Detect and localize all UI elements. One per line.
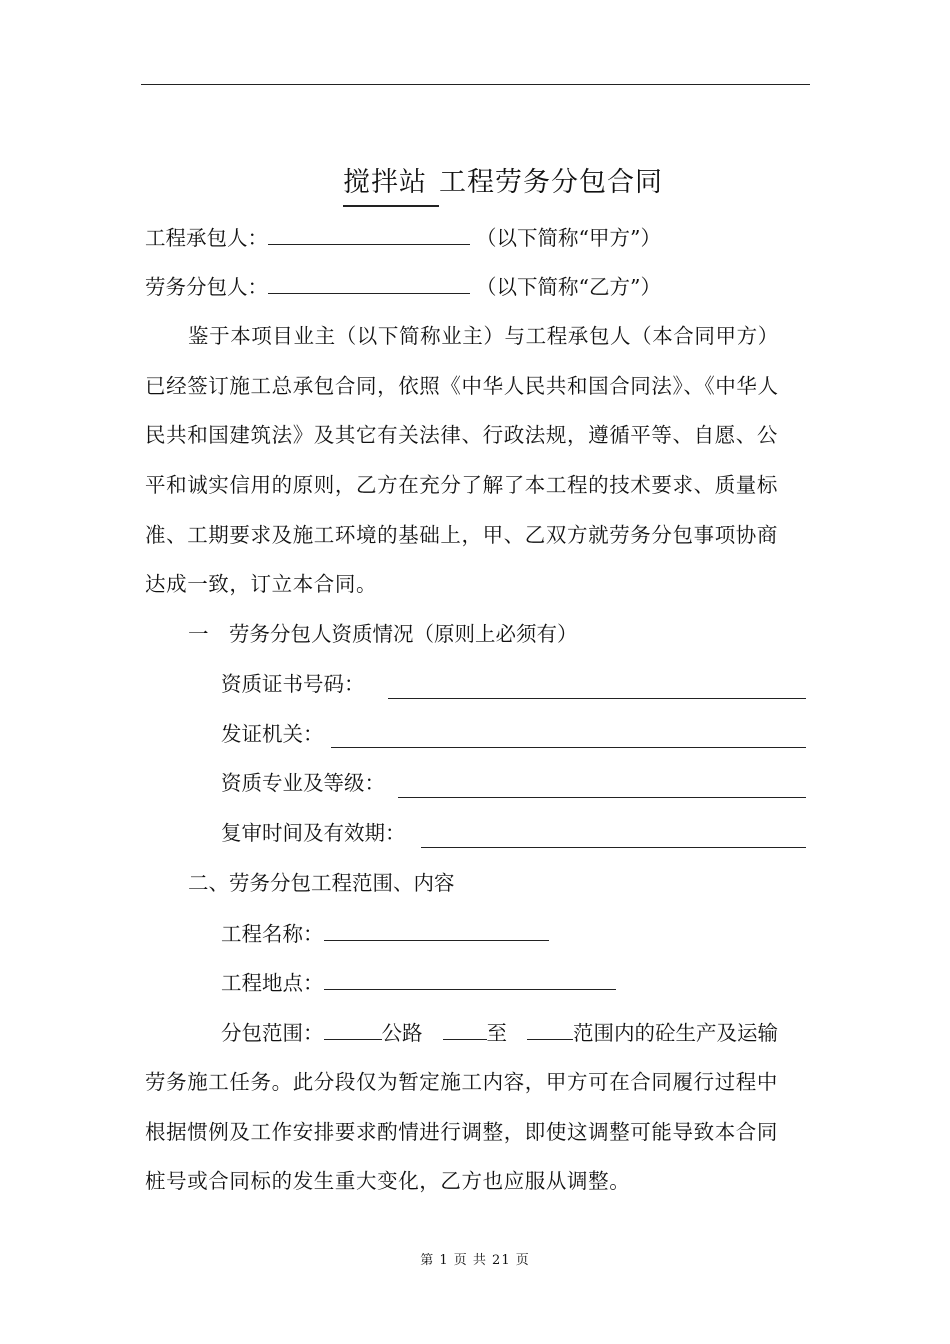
preamble-line: 平和诚实信用的原则，乙方在充分了解了本工程的技术要求、质量标 [145,473,778,497]
subcontractor-blank[interactable] [268,271,470,294]
contractor-suffix: （以下简称“甲方”） [476,226,661,250]
scope-paragraph-line: 桩号或合同标的发生重大变化，乙方也应服从调整。 [145,1169,631,1193]
cert-no-blank[interactable] [388,676,806,699]
specialty-label: 资质专业及等级： [221,771,385,795]
scope-road-blank[interactable] [324,1017,382,1040]
project-site-blank[interactable] [324,967,616,990]
scope-tail: 范围内的砼生产及运输 [573,1021,778,1045]
project-name: 搅拌站 [343,160,439,207]
review-blank[interactable] [421,825,806,848]
scope-start-blank[interactable] [443,1017,487,1040]
review-field [221,818,406,848]
project-name-blank[interactable] [324,918,549,941]
scope-end-blank[interactable] [527,1017,573,1040]
subcontractor-suffix: （以下简称“乙方”） [476,275,661,299]
scope-to: 至 [486,1021,507,1045]
review-label: 复审时间及有效期： [221,821,406,845]
preamble-line: 已经签订施工总承包合同，依照《中华人民共和国合同法》、《中华人 [145,374,779,398]
preamble-line: 鉴于本项目业主（以下简称业主）与工程承包人（本合同甲方） [188,324,779,348]
specialty-field [221,768,385,798]
subcontractor-line [145,271,661,302]
issuer-blank[interactable] [331,725,806,748]
contractor-label: 工程承包人： [145,226,268,250]
issuer-field [221,719,324,749]
header-rule [141,84,810,85]
cert-no-field [221,669,365,699]
scope-label: 分包范围： [221,1021,324,1045]
contract-title [0,160,950,207]
section2-heading: 二、劳务分包工程范围、内容 [188,871,455,895]
contractor-line [145,222,661,253]
subcontractor-label: 劳务分包人： [145,275,268,299]
section1-heading: 一 劳务分包人资质情况（原则上必须有） [188,622,578,646]
project-site-label: 工程地点： [221,971,324,995]
preamble-line: 民共和国建筑法》及其它有关法律、行政法规，遵循平等、自愿、公 [145,423,778,447]
issuer-label: 发证机关： [221,722,324,746]
project-name-label: 工程名称： [221,922,324,946]
specialty-blank[interactable] [398,775,806,798]
project-site-field [221,967,616,998]
project-name-field [221,918,549,949]
preamble-line: 达成一致，订立本合同。 [145,572,378,596]
page-footer: 第 1 页 共 21 页 [420,1253,530,1268]
contract-name: 工程劳务分包合同 [439,167,663,198]
scope-line [221,1017,778,1048]
cert-no-label: 资质证书号码： [221,672,365,696]
scope-road: 公路 [381,1021,423,1045]
scope-paragraph-line: 劳务施工任务。此分段仅为暂定施工内容，甲方可在合同履行过程中 [145,1070,778,1094]
preamble-line: 准、工期要求及施工环境的基础上，甲、乙双方就劳务分包事项协商 [145,523,778,547]
contractor-blank[interactable] [268,222,470,245]
scope-paragraph-line: 根据惯例及工作安排要求酌情进行调整，即使这调整可能导致本合同 [145,1120,778,1144]
